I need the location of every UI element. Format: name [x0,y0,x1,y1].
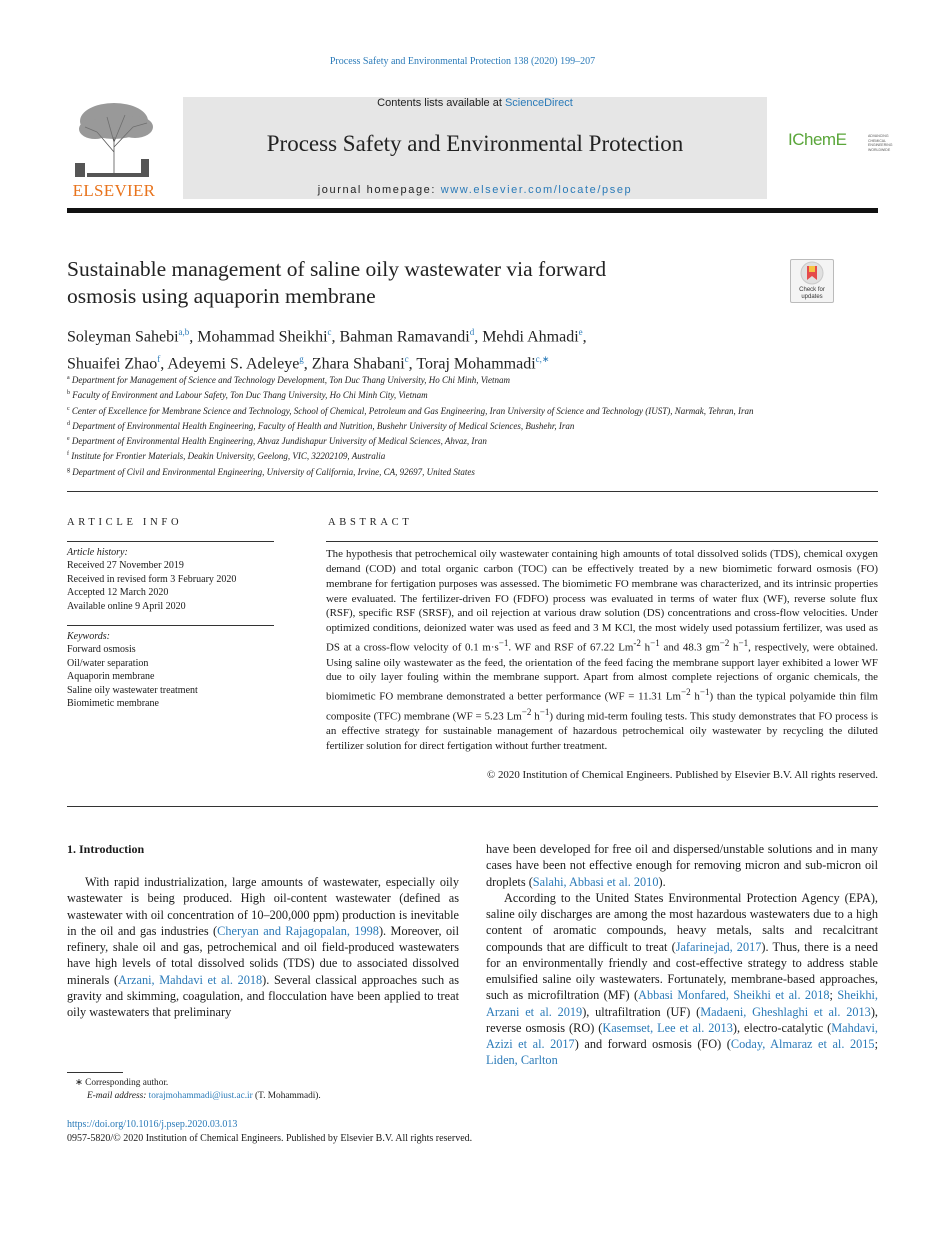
paper-title [67,256,757,310]
author-affiliation-marker[interactable]: f [157,354,161,365]
footnote [67,1077,459,1104]
journal-homepage [183,184,767,196]
email-label: E-mail address: [87,1091,149,1102]
contents-prefix: Contents lists available at [377,97,505,109]
author-separator: , [160,355,168,373]
citation-link[interactable]: Salahi, Abbasi et al. 2010 [532,874,659,889]
author-separator: , [582,328,587,346]
affiliation [67,418,787,433]
citation-link[interactable]: Madaeni, Gheshlaghi et al. 2013 [700,1004,871,1019]
body-text: ). Thus, there is a need for an environmentally friendly and cost-effective strategy to address stable emulsified saline oily wastewaters. Fortunately, membrane-based approaches, such as microfiltration (MF) ( [486,939,878,1003]
citation-link[interactable]: Abbasi Monfared, Sheikhi et al. 2018 [638,988,830,1003]
keyword: Aquaporin membrane [67,671,155,683]
author-name[interactable]: Shuaifei Zhao [67,355,158,373]
keywords-label: Keywords: [67,631,110,642]
body-text: ). [658,874,666,889]
author-affiliation-marker[interactable]: c [404,354,409,365]
affiliation [67,387,787,402]
affiliation-key: b [67,390,70,397]
abstract-segment: h [531,710,540,723]
citation-link[interactable]: Jafarinejad, 2017 [675,939,762,954]
superscript: −1 [738,638,749,649]
footnote-divider [67,1072,123,1073]
body-text: ), ultrafiltration (UF) ( [582,1004,701,1019]
abstract-segment: . WF and RSF of 67.22 Lm [508,641,634,654]
affiliation-text: Department of Environmental Health Engineering, Faculty of Health and Nutrition, Bushehr University of Medical Sciences, Bushehr, Iran [72,420,575,431]
journal-title: Process Safety and Environmental Protection [266,131,684,156]
citation-link[interactable]: Sheikhi, Arzani et al. 2019 [486,988,878,1019]
affiliation-text: Faculty of Environment and Labour Safety, Ton Duc Thang University, Ho Chi Minh City, Vietnam [72,390,428,401]
abstract-divider [326,541,878,542]
affiliation-key: f [67,451,69,458]
section-heading: 1. Introduction [67,842,145,856]
homepage-link[interactable]: www.elsevier.com/locate/psep [440,184,633,196]
author-name[interactable]: Mehdi Ahmadi [482,328,579,346]
abstract-segment: and 48.3 gm [659,641,720,654]
body-text: ), reverse osmosis (RO) ( [486,1004,878,1035]
citation-link[interactable]: Liden, Carlton [486,1053,558,1068]
body-text: ). Several classical approaches such as gravity and skimming, coagulation, and flocculation have been applied to treat oily wastewaters that preliminary [67,972,460,1019]
body-text: ). Moreover, oil refinery, shale oil and gas, petrochemical and oil field-produced wastewaters have high levels of total dissolved solids (TDS) due to associated dissolved minerals ( [67,923,459,987]
paragraph [486,841,878,890]
superscript: −1 [539,706,550,717]
article-info-heading: ARTICLE INFO [67,517,183,528]
abstract-text [326,547,878,754]
author-affiliation-marker[interactable]: g [299,354,304,365]
doi-link[interactable]: https://doi.org/10.1016/j.psep.2020.03.013 [67,1119,238,1130]
affiliation-text: Department for Management of Science and Technology Development, Ton Duc Thang University, Ho Chi Minh, Vietnam [71,375,511,385]
superscript: −2 [521,706,532,717]
superscript: -2 [633,638,641,649]
superscript: −1 [699,687,710,698]
body-text: ; [829,988,838,1003]
keywords [67,630,274,710]
affiliation [67,464,787,479]
title-line-1: Sustainable management of saline oily wastewater via forward [67,257,607,281]
issn-copyright: 0957-5820/© 2020 Institution of Chemical Engineers. Published by Elsevier B.V. All rights reserved. [67,1133,473,1144]
email-link[interactable]: torajmohammadi@iust.ac.ir [148,1091,253,1102]
author-name[interactable]: Toraj Mohammadi [416,355,536,373]
journal-reference[interactable]: Process Safety and Environmental Protection 138 (2020) 199–207 [329,56,596,67]
history-item: Received 27 November 2019 [67,560,184,572]
keyword: Oil/water separation [67,657,149,669]
author-affiliation-marker[interactable]: d [469,327,475,337]
body-text: have been developed for free oil and dispersed/unstable solutions and in many cases have been not effective enough for removing micron and sub-micron oil droplets ( [486,842,878,889]
author-name[interactable]: Mohammad Sheikhi [197,328,328,346]
section-divider [67,491,878,492]
affiliations [67,372,787,479]
author-separator: , [331,328,340,346]
icheme-wordmark: IChemE [788,130,847,149]
header-divider [67,208,878,213]
author-separator: , [474,328,483,346]
body-text: With rapid industrialization, large amounts of wastewater, especially oily wastewater is being produced. High oil-content wastewater (defined as wastewater with oil concentration of 10–200,000 ppm) production is inevitable in the oil and gas industries ( [67,875,459,938]
body-text: ; [874,1037,878,1051]
abstract-segment: ) during mid-term fouling tests. This study demonstrates that FO process is an effective strategy for sustainable management of hazardous petrochemical oily wastewater by recycling the diluted fertilizer solution for direct fertigation without further treatment. [326,710,878,752]
superscript: −2 [681,687,691,698]
affiliation-text: Center of Excellence for Membrane Science and Technology, School of Chemical, Petroleum and Gas Engineering, Iran University of Science and Technology (IUST), Narmak, Tehran, Iran [71,405,754,416]
abstract-segment: The hypothesis that petrochemical oily wastewater containing high amounts of total dissolved solids (TDS), chemical oxygen demand (COD) and total organic carbon (TOC) can be effectively treated by a new biomimetic forward osmosis (FO) membrane for fertigation purposes was assessed. The biomimetic FO membrane was characterized, and its intrinsic properties were evaluated. The fertilizer-driven FO (FDFO) process was evaluated in terms of water flux (WF), reverse solute flux (RSF), specific RSF (SRSF), and oil rejection at various draw solution (DS) concentrations and cross-flow velocities. Under optimized conditions, deionized water was used as feed and 3 M KCl, the most widely used potassium fertilizer, was used as DS at a cross-flow velocity of 0.1 m·s [326,548,878,654]
sciencedirect-link[interactable]: ScienceDirect [504,97,573,109]
title-line-2: osmosis using aquaporin membrane [67,284,376,308]
history-item: Accepted 12 March 2020 [67,587,169,599]
check-for-updates-button[interactable] [790,259,834,303]
author-affiliation-marker[interactable]: c [327,327,332,337]
affiliation-key: e [67,436,70,443]
abstract-segment: h [690,690,700,703]
citation-link[interactable]: Coday, Almaraz et al. 2015 [730,1037,875,1051]
abstract-segment: ) than the typical polyamide thin film composite (TFC) membrane (WF = 5.23 Lm [326,690,879,723]
citation-link[interactable]: Kasemset, Lee et al. 2013 [602,1020,733,1035]
affiliation-key: a [67,375,70,381]
history-label: Article history: [67,547,128,558]
homepage-prefix: journal homepage: [317,184,441,196]
check-updates-label: Check for updates [799,287,825,300]
affiliation-key: g [67,466,70,473]
author-list [67,321,767,376]
elsevier-wordmark: ELSEVIER [72,181,156,200]
affiliation [67,372,787,387]
abstract-segment: h [729,641,739,654]
affiliation-text: Department of Environmental Health Engineering, Ahvaz Jundishapur University of Medical Sciences, Ahvaz, Iran [71,436,487,447]
author-affiliation-marker[interactable]: a,b [178,327,190,337]
article-info-divider [67,541,274,542]
author-separator: , [189,328,198,346]
corresponding-author-note: ∗ Corresponding author. [75,1078,169,1088]
section-divider [67,806,878,807]
icheme-tagline: ADVANCING CHEMICAL ENGINEERING WORLDWIDE [868,134,893,152]
author-name[interactable]: Zhara Shabani [311,355,405,373]
affiliation-text: Institute for Frontier Materials, Deakin University, Geelong, VIC, 32202109, Australia [71,451,386,462]
author-affiliation-marker[interactable]: c,∗ [535,354,550,365]
citation-link[interactable]: Mahdavi, Azizi et al. 2017 [486,1020,878,1051]
affiliation [67,403,787,418]
email-suffix: (T. Mohammadi). [252,1091,321,1102]
keywords-divider [67,625,274,626]
history-item: Received in revised form 3 February 2020 [67,573,237,585]
abstract-segment: h [640,641,651,654]
history-item: Available online 9 April 2020 [67,600,186,612]
author-separator: , [408,355,417,373]
affiliation [67,448,787,463]
superscript: −1 [498,638,509,649]
affiliation-key: d [67,420,70,427]
abstract-copyright: © 2020 Institution of Chemical Engineers. Published by Elsevier B.V. All rights reserved. [486,769,878,781]
body-text: ), electro-catalytic ( [732,1020,832,1035]
body-column-left [67,874,459,1020]
affiliation [67,433,787,448]
body-text: According to the United States Environmental Protection Agency (EPA), saline oily discharges are among the most hazardous wastewaters due to a high content of aromatic compounds, heavy metals, salts and recalcitrant compounds that are difficult to treat ( [486,890,878,954]
article-history [67,546,274,613]
email-line [67,1090,459,1103]
contents-line [183,97,767,109]
keyword: Forward osmosis [67,644,136,656]
superscript: −1 [650,638,660,649]
abstract-segment: , respectively, were obtained. Using saline oily wastewater as the feed, the orientation of the feed facing the membrane support layer exhibited a lower WF due to oily layer fouling within the membrane support. Apart from almost complete rejections of organic chemicals, the biomimetic FO membrane demonstrated a better performance (WF = 11.31 Lm [326,641,879,703]
affiliation-key: c [67,405,70,412]
body-text: ) and forward osmosis (FO) ( [574,1037,731,1051]
keyword: Biomimetic membrane [67,698,159,710]
affiliation-text: Department of Civil and Environmental Engineering, University of California, Irvine, CA, 92697, United States [72,466,475,477]
author-affiliation-marker[interactable]: e [578,327,583,337]
bookmark-icon [791,260,833,286]
citation-link[interactable]: Cheryan and Rajagopalan, 1998 [217,923,379,938]
icheme-logo [788,130,893,156]
author-name[interactable]: Soleyman Sahebi [67,328,179,346]
body-column-right [486,841,878,1069]
abstract-heading: ABSTRACT [328,517,413,528]
author-separator: , [303,355,312,373]
author-name[interactable]: Adeyemi S. Adeleye [167,355,300,373]
author-name[interactable]: Bahman Ramavandi [339,328,470,346]
keyword: Saline oily wastewater treatment [67,684,198,696]
superscript: −2 [719,638,730,649]
citation-link[interactable]: Arzani, Mahdavi et al. 2018 [118,972,263,987]
paragraph [486,890,878,1069]
